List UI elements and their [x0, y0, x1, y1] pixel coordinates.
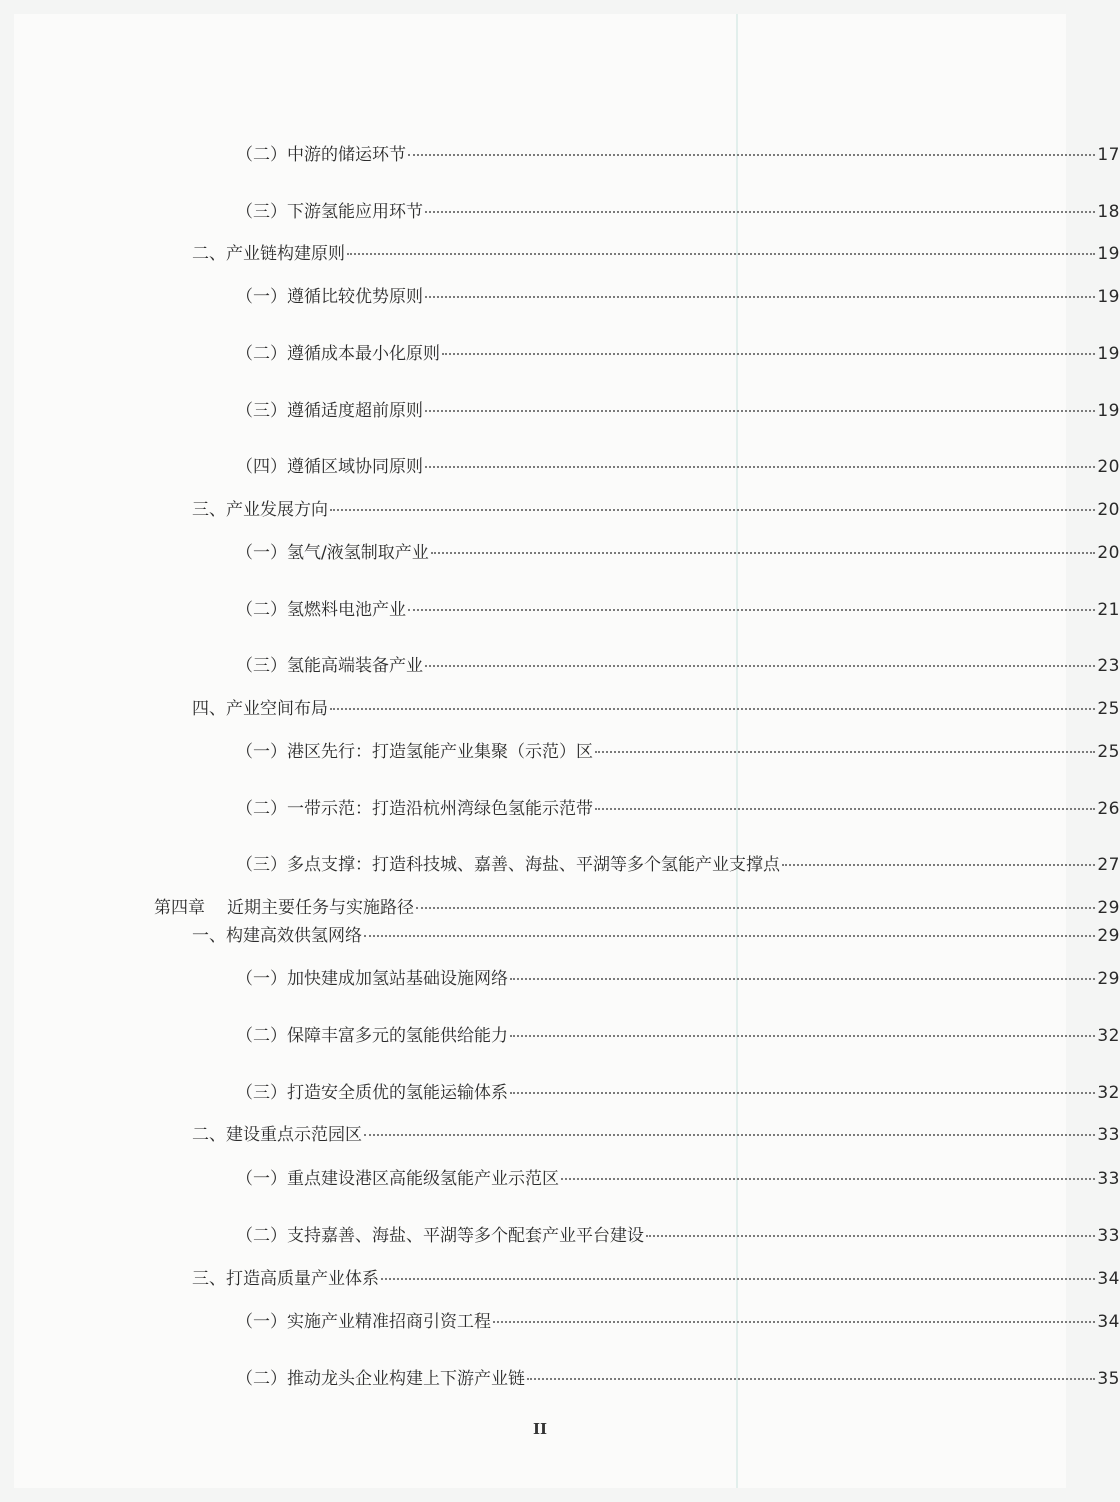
dot-leader — [510, 978, 1095, 980]
toc-entry-page: 35 — [1097, 1369, 1120, 1389]
toc-entry[interactable] — [236, 201, 1120, 223]
toc-entry[interactable] — [236, 456, 1120, 478]
toc-entry-page: 19 — [1097, 401, 1120, 421]
dot-leader — [527, 1378, 1095, 1380]
toc-entry-title: 近期主要任务与实施路径 — [227, 898, 414, 918]
dot-leader — [364, 1134, 1095, 1136]
toc-entry-page: 34 — [1097, 1269, 1120, 1289]
toc-entry-page: 25 — [1097, 742, 1120, 762]
toc-entry-page: 29 — [1097, 969, 1120, 989]
toc-entry[interactable] — [192, 1268, 1120, 1290]
toc-entry[interactable] — [236, 1225, 1120, 1247]
dot-leader — [416, 907, 1095, 909]
toc-entry-page: 19 — [1097, 344, 1120, 364]
toc-entry-page: 20 — [1097, 457, 1120, 477]
toc-entry-title: （三）氢能高端装备产业 — [236, 656, 423, 676]
toc-entry-page: 29 — [1097, 926, 1120, 946]
toc-entry-page: 25 — [1097, 699, 1120, 719]
dot-leader — [425, 466, 1095, 468]
document-page — [14, 14, 1120, 1488]
toc-entry-page: 21 — [1097, 600, 1120, 620]
toc-entry-page: 20 — [1097, 500, 1120, 520]
dot-leader — [330, 509, 1095, 511]
dot-leader — [425, 211, 1095, 213]
toc-entry-title: （二）中游的储运环节 — [236, 145, 406, 165]
toc-entry[interactable] — [236, 1082, 1120, 1104]
dot-leader — [408, 154, 1095, 156]
toc-entry-page: 26 — [1097, 799, 1120, 819]
dot-leader — [782, 864, 1095, 866]
dot-leader — [347, 253, 1095, 255]
toc-entry-title: 三、打造高质量产业体系 — [192, 1269, 379, 1289]
toc-entry-title: （二）遵循成本最小化原则 — [236, 344, 440, 364]
toc-entry[interactable] — [192, 698, 1120, 720]
toc-entry-title: （二）推动龙头企业构建上下游产业链 — [236, 1369, 525, 1389]
toc-entry-page: 17 — [1097, 145, 1120, 165]
toc-entry-page: 18 — [1097, 202, 1120, 222]
toc-entry[interactable] — [236, 1368, 1120, 1390]
toc-entry[interactable] — [236, 968, 1120, 990]
dot-leader — [431, 552, 1096, 554]
toc-chapter-entry[interactable] — [154, 897, 1120, 919]
toc-entry-page: 32 — [1097, 1026, 1120, 1046]
dot-leader — [425, 410, 1095, 412]
dot-leader — [510, 1092, 1095, 1094]
toc-entry[interactable] — [192, 499, 1120, 521]
toc-entry[interactable] — [236, 400, 1120, 422]
page-number-folio: II — [532, 1420, 548, 1438]
toc-entry-page: 32 — [1097, 1083, 1120, 1103]
toc-entry-page: 19 — [1097, 244, 1120, 264]
toc-entry-title: 二、建设重点示范园区 — [192, 1125, 362, 1145]
toc-entry-page: 33 — [1097, 1226, 1120, 1246]
toc-entry-title: （三）多点支撑：打造科技城、嘉善、海盐、平湖等多个氢能产业支撑点 — [236, 855, 780, 875]
toc-entry-page: 23 — [1097, 656, 1120, 676]
toc-entry-page: 33 — [1097, 1169, 1120, 1189]
toc-entry[interactable] — [236, 798, 1120, 820]
toc-entry[interactable] — [236, 854, 1120, 876]
toc-entry-title: （二）保障丰富多元的氢能供给能力 — [236, 1026, 508, 1046]
toc-entry[interactable] — [192, 243, 1120, 265]
dot-leader — [646, 1235, 1095, 1237]
toc-entry-page: 29 — [1097, 898, 1120, 918]
toc-entry[interactable] — [236, 542, 1120, 564]
toc-entry-title: （三）下游氢能应用环节 — [236, 202, 423, 222]
toc-entry[interactable] — [236, 1025, 1120, 1047]
dot-leader — [595, 808, 1095, 810]
toc-entry-title: （二）支持嘉善、海盐、平湖等多个配套产业平台建设 — [236, 1226, 644, 1246]
toc-entry-title: （二）一带示范：打造沿杭州湾绿色氢能示范带 — [236, 799, 593, 819]
dot-leader — [595, 751, 1095, 753]
toc-entry-title: （一）遵循比较优势原则 — [236, 287, 423, 307]
toc-entry[interactable] — [192, 925, 1120, 947]
dot-leader — [425, 665, 1095, 667]
toc-entry-title: （一）氢气/液氢制取产业 — [236, 543, 429, 563]
toc-entry-title: 二、产业链构建原则 — [192, 244, 345, 264]
toc-entry-title: 一、构建高效供氢网络 — [192, 926, 362, 946]
toc-entry-title: （三）遵循适度超前原则 — [236, 401, 423, 421]
dot-leader — [493, 1321, 1095, 1323]
toc-entry[interactable] — [236, 1168, 1120, 1190]
dot-leader — [425, 296, 1095, 298]
toc-entry-title: （一）港区先行：打造氢能产业集聚（示范）区 — [236, 742, 593, 762]
toc-chapter-label: 第四章 — [154, 898, 205, 918]
dot-leader — [561, 1178, 1095, 1180]
toc-entry[interactable] — [236, 144, 1120, 166]
toc-entry-page: 19 — [1097, 287, 1120, 307]
dot-leader — [408, 609, 1095, 611]
dot-leader — [381, 1278, 1095, 1280]
toc-entry-title: （一）实施产业精准招商引资工程 — [236, 1312, 491, 1332]
toc-entry-page: 34 — [1097, 1312, 1120, 1332]
toc-entry-page: 20 — [1097, 543, 1120, 563]
dot-leader — [442, 353, 1095, 355]
toc-entry-title: （一）重点建设港区高能级氢能产业示范区 — [236, 1169, 559, 1189]
toc-entry[interactable] — [236, 655, 1120, 677]
toc-entry-page: 27 — [1097, 855, 1120, 875]
toc-entry-title: （一）加快建成加氢站基础设施网络 — [236, 969, 508, 989]
toc-entry[interactable] — [236, 741, 1120, 763]
toc-entry-title: （三）打造安全质优的氢能运输体系 — [236, 1083, 508, 1103]
toc-entry[interactable] — [236, 599, 1120, 621]
toc-entry-title: （二）氢燃料电池产业 — [236, 600, 406, 620]
toc-entry-title: 四、产业空间布局 — [192, 699, 328, 719]
toc-entry-title: （四）遵循区域协同原则 — [236, 457, 423, 477]
toc-entry[interactable] — [236, 1311, 1120, 1333]
dot-leader — [330, 708, 1095, 710]
toc-entry[interactable] — [236, 286, 1120, 308]
dot-leader — [364, 935, 1095, 937]
toc-entry-page: 33 — [1097, 1125, 1120, 1145]
table-of-contents — [14, 14, 1120, 1414]
toc-entry[interactable] — [192, 1124, 1120, 1146]
toc-entry-title: 三、产业发展方向 — [192, 500, 328, 520]
dot-leader — [510, 1035, 1095, 1037]
toc-entry[interactable] — [236, 343, 1120, 365]
